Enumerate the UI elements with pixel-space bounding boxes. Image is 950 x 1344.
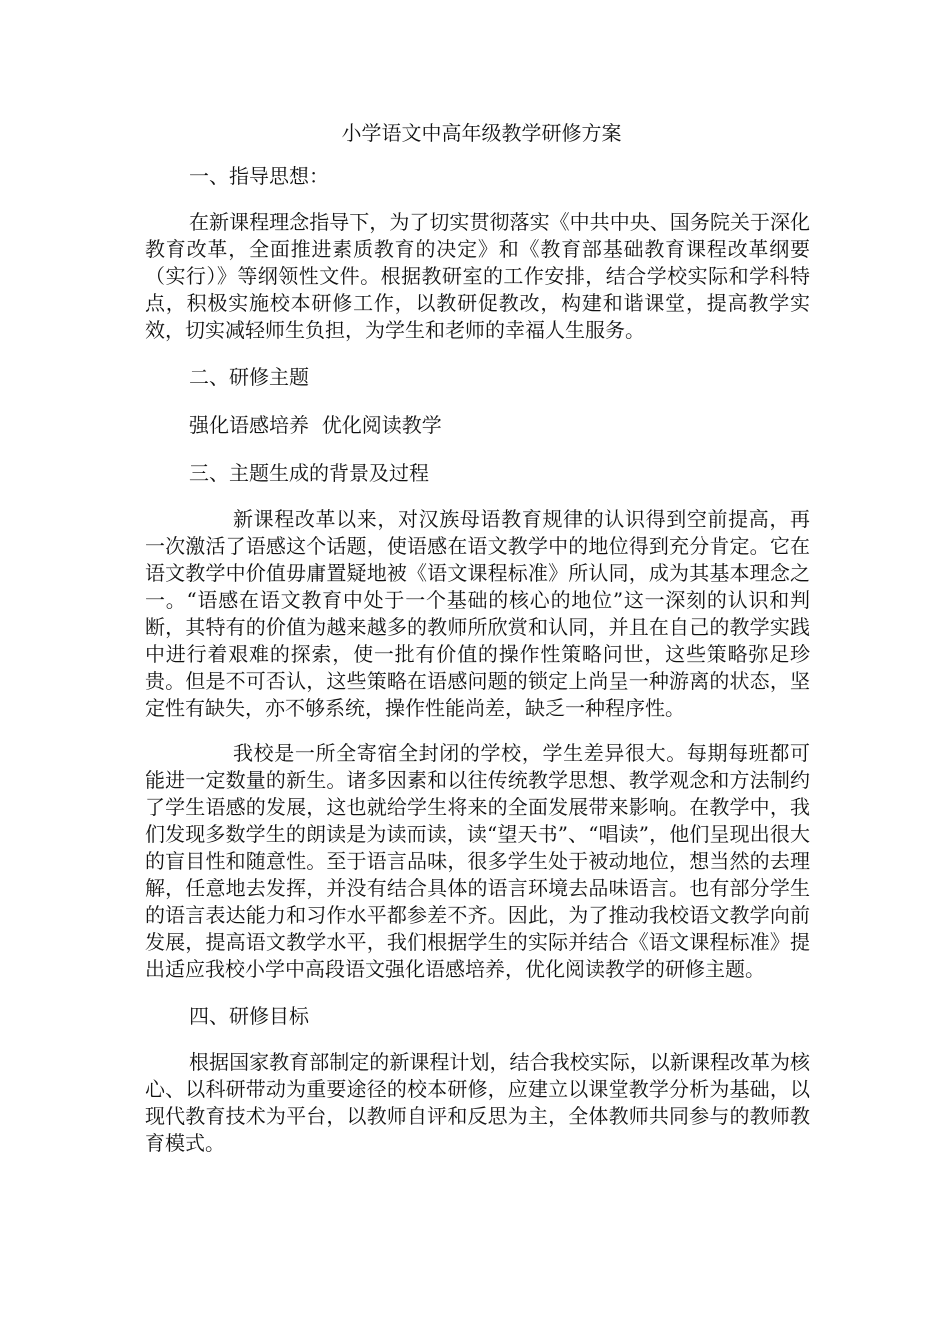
paragraph-goals: 根据国家教育部制定的新课程计划，结合我校实际，以新课程改革为核心、以科研带动为重要途径的校本研修，应建立以课堂教学分析为基础，以现代教育技术为平台，以教师自评和反思为主，全体教师共同参与的教师教育模式。 xyxy=(145,1050,810,1155)
paragraph-background-2: 我校是一所全寄宿全封闭的学校，学生差异很大。每期每班都可能进一定数量的新生。诸多因素和以往传统教学思想、教学观念和方法制约了学生语感的发展，这也就给学生将来的全面发展带来影响。在教学中，我们发现多数学生的朗读是为读而读，读“望天书”、“唱读”，他们呈现出很大的盲目性和随意性。至于语言品味，很多学生处于被动地位，想当然的去理解，任意地去发挥，并没有结合具体的语言环境去品味语言。也有部分学生的语言表达能力和习作水平都参差不齐。因此，为了推动我校语文教学向前发展，提高语文教学水平，我们根据学生的实际并结合《语文课程标准》提出适应我校小学中高段语文强化语感培养，优化阅读教学的研修主题。 xyxy=(145,741,810,981)
section-heading-guiding-thought: 一、指导思想： xyxy=(189,164,329,188)
research-theme-text: 强化语感培养 优化阅读教学 xyxy=(189,413,442,437)
document-title: 小学语文中高年级教学研修方案 xyxy=(341,121,622,145)
section-heading-background: 三、主题生成的背景及过程 xyxy=(189,461,429,485)
document-page xyxy=(145,118,810,1175)
paragraph-background-1: 新课程改革以来，对汉族母语教育规律的认识得到空前提高，再一次激活了语感这个话题，使语感在语文教学中的地位得到充分肯定。它在语文教学中价值毋庸置疑地被《语文课程标准》所认同，成为其基本理念之一。“语感在语文教育中处于一个基础的核心的地位”这一深刻的认识和判断，其特有的价值为越来越多的教师所欣赏和认同，并且在自己的教学实践中进行着艰难的探索，使一批有价值的操作性策略问世，这些策略弥足珍贵。但是不可否认，这些策略在语感问题的锁定上尚呈一种游离的状态，坚定性有缺失，亦不够系统，操作性能尚差，缺乏一种程序性。 xyxy=(145,507,810,720)
section-heading-research-theme: 二、研修主题 xyxy=(189,365,309,389)
section-heading-goals: 四、研修目标 xyxy=(189,1004,309,1028)
paragraph-guiding-thought: 在新课程理念指导下，为了切实贯彻落实《中共中央、国务院关于深化教育改革，全面推进素质教育的决定》和《教育部基础教育课程改革纲要（实行）》等纲领性文件。根据教研室的工作安排，结合学校实际和学科特点，积极实施校本研修工作，以教研促教改，构建和谐课堂，提高教学实效，切实减轻师生负担，为学生和老师的幸福人生服务。 xyxy=(145,210,810,342)
